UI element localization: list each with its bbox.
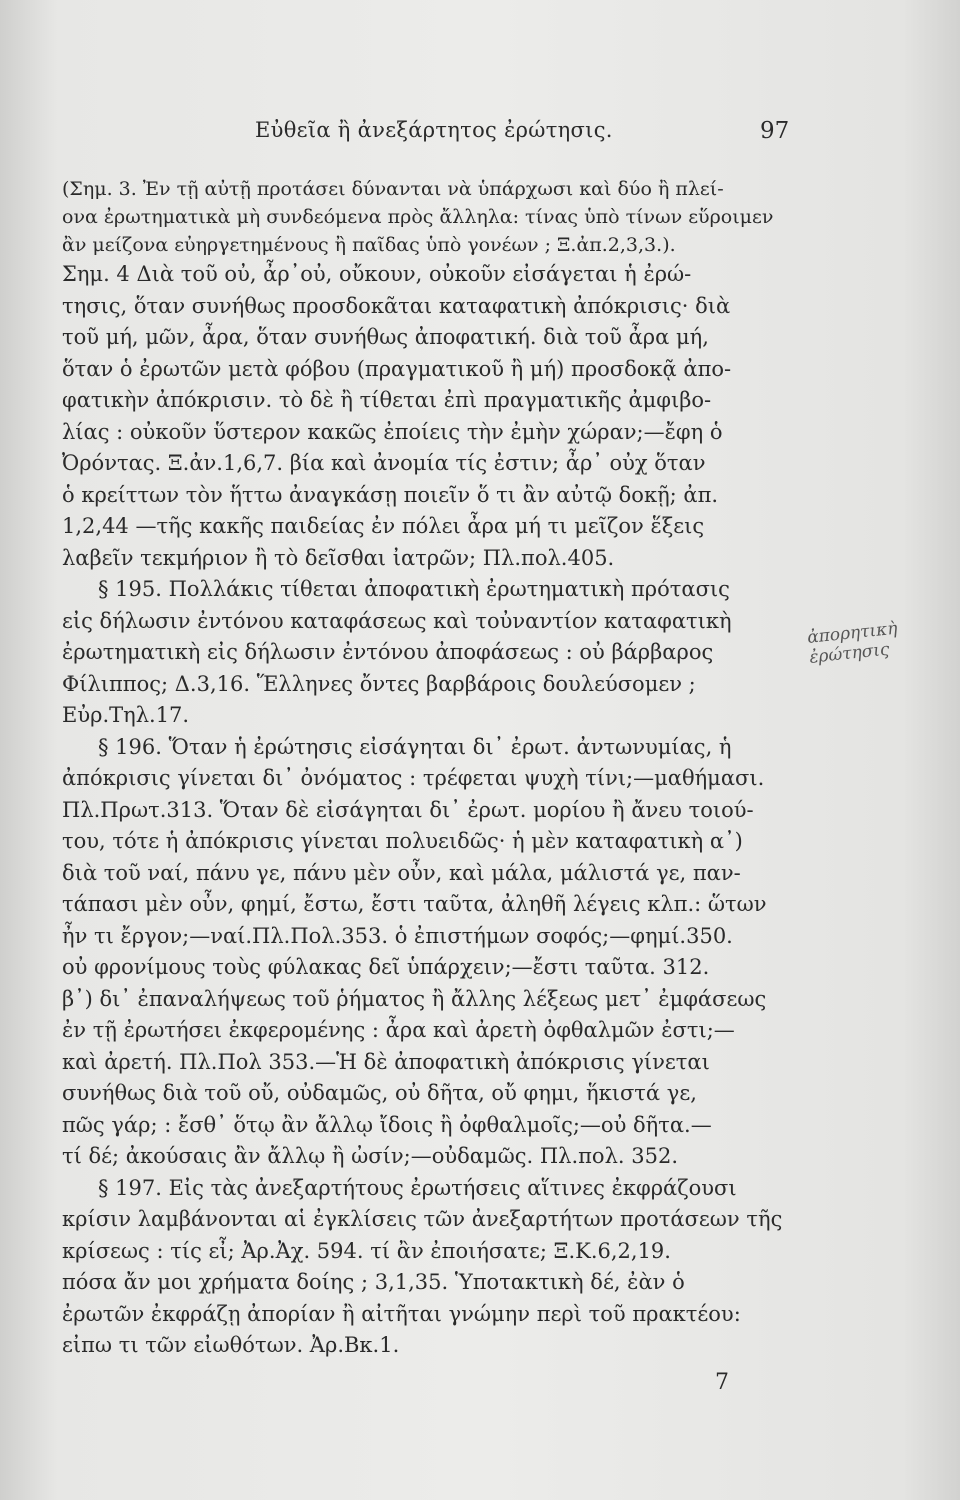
- text-line: ἀπόκρισις γίνεται δι᾽ ὀνόματος : τρέφεται ψυχὴ τίνι;—μαθήμασι.: [62, 766, 765, 790]
- page-number: 97: [760, 118, 790, 144]
- handwritten-marginal-note: ἀπορητικὴ ἐρώτησις: [806, 618, 899, 668]
- section-heading-line: § 197. Εἰς τὰς ἀνεξαρτήτους ἐρωτήσεις αἵτινες ἐκφράζουσι: [98, 1175, 737, 1200]
- text-line: τί δέ; ἀκούσαις ἂν ἄλλῳ ἢ ὠσίν;—οὐδαμῶς. Πλ.πολ. 352.: [62, 1144, 678, 1168]
- text-line: οὐ φρονίμους τοὺς φύλακας δεῖ ὑπάρχειν;—ἔστι ταῦτα. 312.: [62, 955, 710, 979]
- text-line: ἐρωτηματικὴ εἰς δήλωσιν ἐντόνου ἀποφάσεως : οὐ βάρβαρος: [62, 640, 714, 664]
- text-line: τησις, ὅταν συνήθως προσδοκᾶται καταφατικὴ ἀπόκρισις· διὰ: [62, 293, 731, 318]
- page-header: [0, 118, 960, 158]
- text-line: φατικὴν ἀπόκρισιν. τὸ δὲ ἢ τίθεται ἐπὶ πραγματικῆς ἀμφιβο-: [62, 388, 712, 412]
- text-line: Ὀρόντας. Ξ.ἀν.1,6,7. βία καὶ ἀνομία τίς ἐστιν; ἆρ᾽ οὐχ ὅταν: [62, 451, 706, 475]
- text-line: τοῦ μή, μῶν, ἆρα, ὅταν συνήθως ἀποφατική. διὰ τοῦ ἆρα μή,: [62, 325, 709, 349]
- text-line: πῶς γάρ; : ἔσθ᾽ ὅτῳ ἂν ἄλλῳ ἴδοις ἢ ὀφθαλμοῖς;—οὐ δῆτα.—: [62, 1112, 712, 1137]
- text-line: Εὐρ.Τηλ.17.: [62, 703, 190, 727]
- text-line: ὅταν ὁ ἐρωτῶν μετὰ φόβου (πραγματικοῦ ἢ μή) προσδοκᾷ ἀπο-: [62, 356, 732, 381]
- text-line: Πλ.Πρωτ.313. Ὅταν δὲ εἰσάγηται δι᾽ ἐρωτ. μορίου ἢ ἄνευ τοιού-: [62, 797, 754, 822]
- text-line: ἐρωτῶν ἐκφράζῃ ἀπορίαν ἢ αἰτῆται γνώμην περὶ τοῦ πρακτέου:: [62, 1301, 741, 1326]
- text-line: Φίλιππος; Δ.3,16. Ἕλληνες ὄντες βαρβάροις δουλεύσομεν ;: [62, 671, 696, 696]
- text-line: συνήθως διὰ τοῦ οὔ, οὐδαμῶς, οὐ δῆτα, οὔ φημι, ἥκιστά γε,: [62, 1081, 697, 1105]
- text-line: β᾽) δι᾽ ἐπαναλήψεως τοῦ ῥήματος ἢ ἄλλης λέξεως μετ᾽ ἐμφάσεως: [62, 986, 767, 1011]
- text-line: ὁ κρείττων τὸν ἥττω ἀναγκάσῃ ποιεῖν ὅ τι ἂν αὐτῷ δοκῇ; ἀπ.: [62, 482, 719, 507]
- running-head: Εὐθεῖα ἢ ἀνεξάρτητος ἐρώτησις.: [255, 118, 613, 142]
- text-line: ἂν μείζονα εὐηργετημένους ἢ παῖδας ὑπὸ γονέων ; Ξ.ἀπ.2,3,3.).: [62, 234, 676, 256]
- text-line: ονα ἐρωτηματικὰ μὴ συνδεόμενα πρὸς ἄλληλα: τίνας ὑπὸ τίνων εὕροιμεν: [62, 206, 774, 228]
- text-line: τάπασι μὲν οὖν, φημί, ἔστω, ἔστι ταῦτα, ἀληθῆ λέγεις κλπ.: ὥτων: [62, 892, 767, 916]
- text-line: εἰς δήλωσιν ἐντόνου καταφάσεως καὶ τοὐναντίον καταφατικὴ: [62, 608, 732, 633]
- text-line: λαβεῖν τεκμήριον ἢ τὸ δεῖσθαι ἰατρῶν; Πλ.πολ.405.: [62, 545, 615, 570]
- section-heading-line: § 195. Πολλάκις τίθεται ἀποφατικὴ ἐρωτηματικὴ πρότασις: [98, 577, 730, 601]
- text-line: του, τότε ἡ ἀπόκρισις γίνεται πολυειδῶς· ἡ μὲν καταφατικὴ α᾽): [62, 829, 743, 853]
- text-line: 1,2,44 —τῆς κακῆς παιδείας ἐν πόλει ἆρα μή τι μεῖζον ἕξεις: [62, 514, 705, 538]
- text-line: κρίσεως : τίς εἶ; Ἀρ.Ἀχ. 594. τί ἂν ἐποιήσατε; Ξ.Κ.6,2,19.: [62, 1238, 671, 1263]
- text-line: διὰ τοῦ ναί, πάνυ γε, πάνυ μὲν οὖν, καὶ μάλα, μάλιστά γε, παν-: [62, 860, 741, 885]
- signature-mark: 7: [715, 1370, 729, 1395]
- text-line: κρίσιν λαμβάνονται αἱ ἐγκλίσεις τῶν ἀνεξαρτήτων προτάσεων τῆς: [62, 1207, 783, 1231]
- body-text: [62, 175, 792, 1362]
- section-heading-line: § 196. Ὅταν ἡ ἐρώτησις εἰσάγηται δι᾽ ἐρωτ. ἀντωνυμίας, ἡ: [98, 734, 732, 759]
- text-line: καὶ ἀρετή. Πλ.Πολ 353.—Ἡ δὲ ἀποφατικὴ ἀπόκρισις γίνεται: [62, 1049, 710, 1074]
- text-line: πόσα ἄν μοι χρήματα δοίης ; 3,1,35. Ὑποτακτικὴ δέ, ἐὰν ὁ: [62, 1270, 685, 1294]
- text-line: λίας : οὐκοῦν ὕστερον κακῶς ἐποίεις τὴν ἐμὴν χώραν;—ἔφη ὁ: [62, 419, 723, 444]
- text-line: ἐν τῇ ἐρωτήσει ἐκφερομένης : ἆρα καὶ ἀρετὴ ὀφθαλμῶν ἐστι;—: [62, 1018, 735, 1042]
- text-line: (Σημ. 3. Ἐν τῇ αὐτῇ προτάσει δύνανται νὰ ὑπάρχωσι καὶ δύο ἢ πλεί-: [62, 178, 724, 200]
- text-line: Σημ. 4 Διὰ τοῦ οὐ, ἆρ᾽οὐ, οὔκουν, οὐκοῦν εἰσάγεται ἡ ἐρώ-: [62, 262, 692, 286]
- text-line: εἰπω τι τῶν εἰωθότων. Ἀρ.Βκ.1.: [62, 1333, 400, 1357]
- text-line: ἦν τι ἔργον;—ναί.Πλ.Πολ.353. ὁ ἐπιστήμων σοφός;—φημί.350.: [62, 923, 733, 948]
